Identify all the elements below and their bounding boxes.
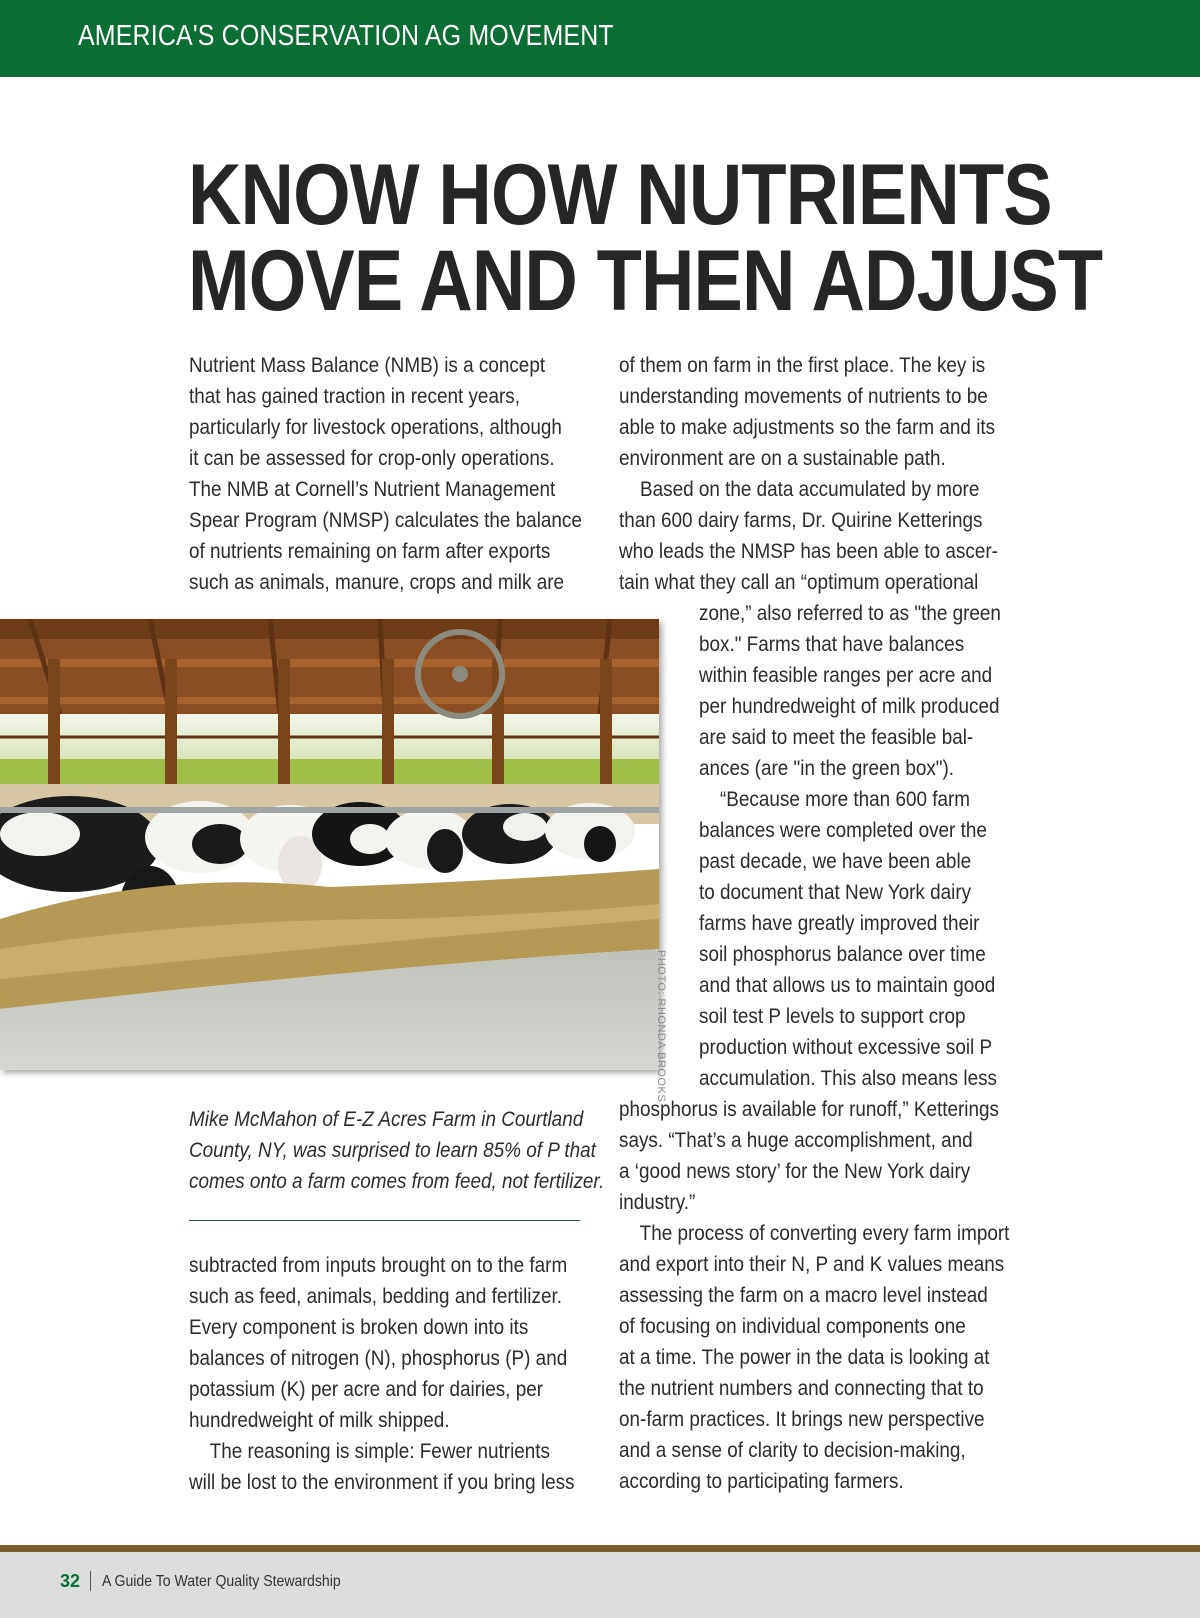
body-text-line: of them on farm in the first place. The key is <box>619 354 986 377</box>
body-text-line: and a sense of clarity to decision-making, <box>619 1439 966 1462</box>
body-column-1-top <box>189 350 626 598</box>
body-text-line: farms have greatly improved their <box>699 912 980 935</box>
body-text-line: The NMB at Cornell’s Nutrient Management <box>189 478 556 501</box>
body-text-line: soil test P levels to support crop <box>699 1005 966 1028</box>
body-text-line: “Because more than 600 farm <box>699 788 971 811</box>
caption-line: County, NY, was surprised to learn 85% of P that <box>189 1139 596 1162</box>
caption-line: comes onto a farm comes from feed, not fertilizer. <box>189 1170 605 1193</box>
body-text-line: potassium (K) per acre and for dairies, per <box>189 1378 544 1401</box>
body-text-line: at a time. The power in the data is looking at <box>619 1346 990 1369</box>
body-text-line: who leads the NMSP has been able to ascer- <box>619 540 998 563</box>
article-headline <box>188 147 1103 329</box>
caption-line: Mike McMahon of E-Z Acres Farm in Courtland <box>189 1108 584 1131</box>
headline-line: KNOW HOW NUTRIENTS <box>188 147 1052 243</box>
body-text-line: a ‘good news story’ for the New York dairy <box>619 1160 971 1183</box>
body-text-line: Spear Program (NMSP) calculates the balance <box>189 509 582 532</box>
body-text-line: are said to meet the feasible bal- <box>699 726 974 749</box>
body-text-line: environment are on a sustainable path. <box>619 447 946 470</box>
body-text-line: box." Farms that have balances <box>699 633 965 656</box>
body-text-line: past decade, we have been able <box>699 850 972 873</box>
body-text-line: zone,” also referred to as "the green <box>699 602 1001 625</box>
body-text-line: to document that New York dairy <box>699 881 972 904</box>
body-text-line: Every component is broken down into its <box>189 1316 529 1339</box>
publication-title: A Guide To Water Quality Stewardship <box>102 1573 341 1590</box>
body-text-line: the nutrient numbers and connecting that to <box>619 1377 984 1400</box>
body-text-line: industry.” <box>619 1191 696 1214</box>
section-header-bar <box>0 0 1200 77</box>
photo-caption <box>189 1104 650 1197</box>
cows-feeding-illustration <box>0 619 659 1070</box>
body-text-line: balances were completed over the <box>699 819 987 842</box>
body-text-line: Nutrient Mass Balance (NMB) is a concept <box>189 354 546 377</box>
body-text-line: and export into their N, P and K values means <box>619 1253 1005 1276</box>
body-text-line: on-farm practices. It brings new perspective <box>619 1408 985 1431</box>
body-text-line: production without excessive soil P <box>699 1036 993 1059</box>
body-column-2-top <box>619 350 1040 598</box>
body-text-line: than 600 dairy farms, Dr. Quirine Ketterings <box>619 509 983 532</box>
body-text-line: of nutrients remaining on farm after exports <box>189 540 551 563</box>
dairy-barn-photo <box>0 619 659 1070</box>
body-text-line: particularly for livestock operations, although <box>189 416 562 439</box>
footer-separator <box>90 1571 91 1591</box>
body-text-line: tain what they call an “optimum operational <box>619 571 979 594</box>
body-text-line: subtracted from inputs brought on to the farm <box>189 1254 568 1277</box>
body-text-line: Based on the data accumulated by more <box>619 478 980 501</box>
body-text-line: of focusing on individual components one <box>619 1315 966 1338</box>
body-text-line: assessing the farm on a macro level instead <box>619 1284 988 1307</box>
body-column-2-wrap <box>699 598 1034 1094</box>
body-text-line: and that allows us to maintain good <box>699 974 996 997</box>
body-text-line: such as feed, animals, bedding and fertilizer. <box>189 1285 562 1308</box>
body-text-line: ances (are "in the green box"). <box>699 757 955 780</box>
body-text-line: hundredweight of milk shipped. <box>189 1409 450 1432</box>
body-text-line: according to participating farmers. <box>619 1470 904 1493</box>
body-text-line: will be lost to the environment if you bring less <box>189 1471 575 1494</box>
page-number: 32 <box>60 1571 81 1591</box>
body-text-line: balances of nitrogen (N), phosphorus (P) and <box>189 1347 568 1370</box>
body-text-line: such as animals, manure, crops and milk are <box>189 571 565 594</box>
headline-line: MOVE AND THEN ADJUST <box>188 233 1103 329</box>
body-text-line: able to make adjustments so the farm and its <box>619 416 996 439</box>
body-text-line: understanding movements of nutrients to be <box>619 385 988 408</box>
body-text-line: it can be assessed for crop-only operations. <box>189 447 555 470</box>
body-text-line: within feasible ranges per acre and <box>699 664 993 687</box>
body-text-line: accumulation. This also means less <box>699 1067 997 1090</box>
body-text-line: phosphorus is available for runoff,” Ketterings <box>619 1098 999 1121</box>
body-text-line: soil phosphorus balance over time <box>699 943 986 966</box>
body-column-1-bottom <box>189 1250 617 1498</box>
footer-accent-rule <box>0 1545 1200 1552</box>
body-text-line: The reasoning is simple: Fewer nutrients <box>189 1440 551 1463</box>
body-column-2-bottom <box>619 1094 1053 1497</box>
body-text-line: per hundredweight of milk produced <box>699 695 1000 718</box>
photo-credit: PHOTO: RHONDA BROOKS <box>655 950 667 1103</box>
body-text-line: The process of converting every farm import <box>619 1222 1010 1245</box>
section-title: AMERICA'S CONSERVATION AG MOVEMENT <box>78 20 614 52</box>
caption-divider <box>189 1220 580 1221</box>
body-text-line: says. “That’s a huge accomplishment, and <box>619 1129 973 1152</box>
body-text-line: that has gained traction in recent years, <box>189 385 520 408</box>
